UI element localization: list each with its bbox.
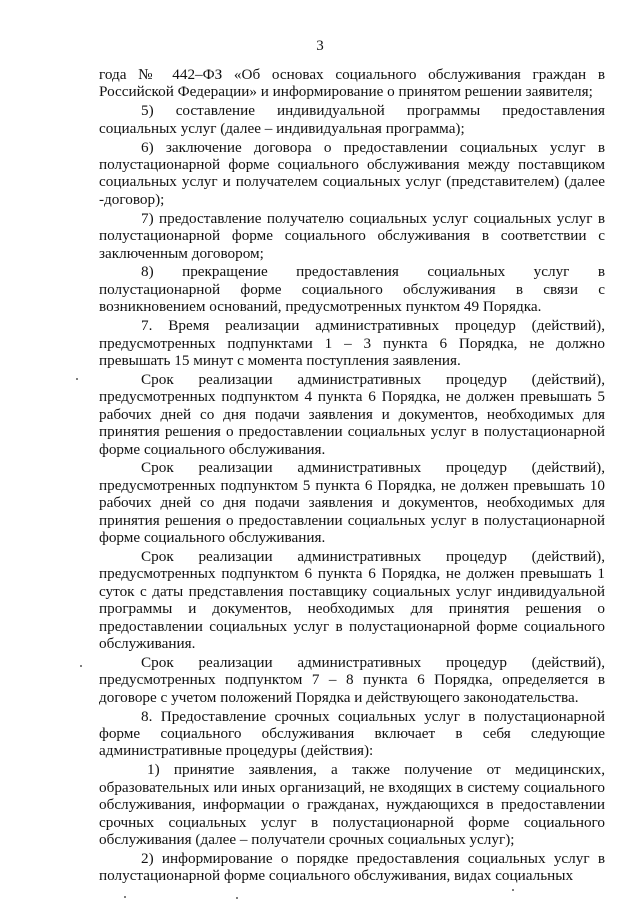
- paragraph-urgent-item-1: 1) принятие заявления, а также получение от медицинских, образовательных или иных организаций, не входящих в систему социального обслуживания, информации о гражданах, нуждающихся в предоставлении срочных социальных услуг в полустационарной форме социального обслуживания (далее – получатели срочных социальных услуг);: [99, 761, 605, 848]
- scan-speck: [512, 889, 514, 891]
- paragraph-item-5: 5) составление индивидуальной программы предоставления социальных услуг (далее – индивидуальная программа);: [99, 102, 605, 137]
- paragraph-section-7: 7. Время реализации административных процедур (действий), предусмотренных подпунктами 1 – 3 пункта 6 Порядка, не должно превышать 15 минут с момента поступления заявления.: [99, 317, 605, 369]
- paragraph-item-6: 6) заключение договора о предоставлении социальных услуг в полустационарной форме социального обслуживания между поставщиком социальных услуг и получателем социальных услуг (представителем) (далее -договор);: [99, 138, 605, 208]
- paragraph-term-subpoint-7-8: Срок реализации административных процедур (действий), предусмотренных подпунктом 7 – 8 пункта 6 Порядка, определяется в договоре с учетом положений Порядка и действующего законодательства.: [99, 653, 605, 706]
- paragraph-law-reference: года № 442–ФЗ «Об основах социального обслуживания граждан в Российской Федерации» и информирование о принятом решении заявителя;: [99, 66, 605, 101]
- scan-speck: [124, 896, 126, 898]
- scan-speck: [76, 378, 78, 380]
- page-number: 3: [316, 38, 324, 54]
- paragraph-term-subpoint-4: Срок реализации административных процедур (действий), предусмотренных подпунктом 4 пункта 6 Порядка, не должен превышать 5 рабочих дней со дня подачи заявления и документов, необходимых для принятия решения о предоставлении социальных услуг в полустационарной форме социального обслуживания.: [99, 370, 605, 458]
- document-body: [99, 66, 605, 885]
- scan-speck: [236, 897, 238, 899]
- paragraph-urgent-item-2: 2) информирование о порядке предоставления социальных услуг в полустационарной форме социального обслуживания, видах социальных: [99, 849, 605, 885]
- paragraph-term-subpoint-6: Срок реализации административных процедур (действий), предусмотренных подпунктом 6 пункта 6 Порядка, не должен превышать 1 суток с даты представления поставщику социальных услуг индивидуальной программы и документов, необходимых для принятия решения о предоставлении социальных услуг в полустационарной форме социального обслуживания.: [99, 547, 605, 652]
- paragraph-term-subpoint-5: Срок реализации административных процедур (действий), предусмотренных подпунктом 5 пункта 6 Порядка, не должен превышать 10 рабочих дней со дня подачи заявления и документов, необходимых для принятия решения о предоставлении социальных услуг в полустационарной форме социального обслуживания.: [99, 459, 605, 547]
- paragraph-item-8: 8) прекращение предоставления социальных услуг в полустационарной форме социального обслуживания в связи с возникновением оснований, предусмотренных пунктом 49 Порядка.: [99, 263, 605, 316]
- paragraph-section-8: 8. Предоставление срочных социальных услуг в полустационарной форме социального обслуживания включает в себя следующие административные процедуры (действия):: [99, 707, 605, 760]
- scan-speck: [80, 665, 82, 667]
- paragraph-item-7: 7) предоставление получателю социальных услуг социальных услуг в полустационарной форме социального обслуживания в соответствии с заключенным договором;: [99, 209, 605, 262]
